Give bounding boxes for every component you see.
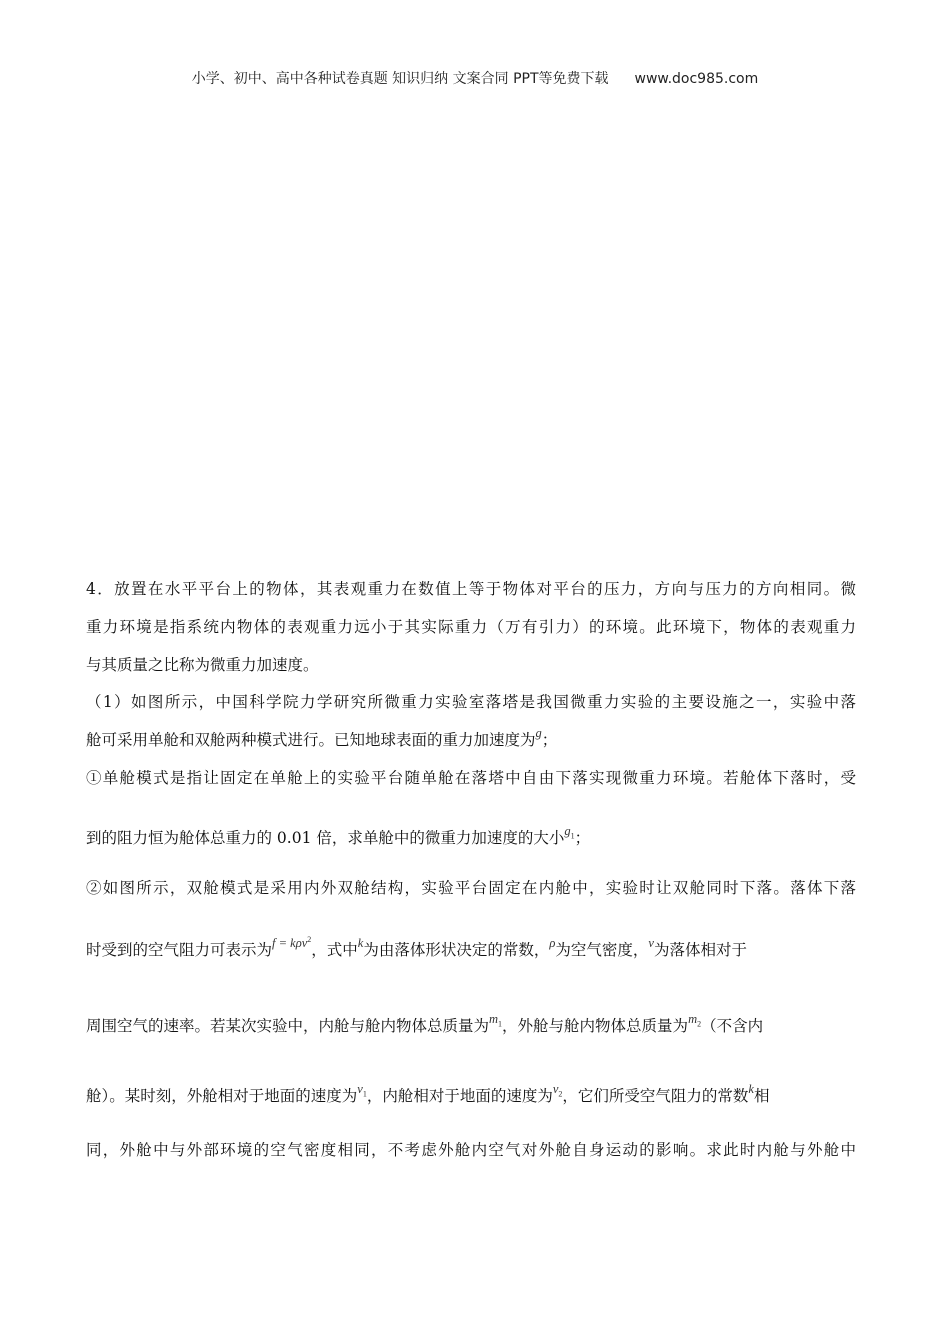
math-v1: $v_1$	[357, 1082, 367, 1099]
sub2-line-1: ②如图所示，双舱模式是采用内外双舱结构，实验平台固定在内舱中，实验时让双舱同时下落。落体下落	[86, 879, 856, 897]
math-g: g	[535, 726, 542, 740]
math-drag-formula: f = kρv$^2$	[272, 934, 312, 950]
problem-intro-line-1: 4．放置在水平平台上的物体，其表观重力在数值上等于物体对平台的压力，方向与压力的方向相同。微	[86, 580, 856, 598]
part1-line-2: 舱可采用单舱和双舱两种模式进行。已知地球表面的重力加速度为g；	[86, 726, 558, 749]
header-url[interactable]: www.doc985.com	[634, 71, 759, 87]
sub2-line-5: 同，外舱中与外部环境的空气密度相同，不考虑外舱内空气对外舱自身运动的影响。求此时内舱与外舱中	[86, 1141, 856, 1159]
math-m1: $m_1$	[489, 1012, 503, 1029]
part1-line-1: （1）如图所示，中国科学院力学研究所微重力实验室落塔是我国微重力实验的主要设施之一，实验中落	[86, 693, 856, 711]
math-v2: $v_2$	[552, 1082, 563, 1099]
sub2-line-3: 周围空气的速率。若某次实验中，内舱与舱内物体总质量为$m_1$，外舱与舱内物体总质量为$m_2$（不含内	[86, 1012, 764, 1035]
sub1-line-2: 到的阻力恒为舱体总重力的 0.01 倍，求单舱中的微重力加速度的大小$g_1$；	[86, 824, 591, 847]
math-k-2: k	[748, 1082, 754, 1096]
math-k: k	[357, 936, 364, 950]
page-header	[0, 68, 950, 88]
math-rho: ρ	[549, 936, 556, 950]
problem-intro-line-3: 与其质量之比称为微重力加速度。	[86, 656, 319, 674]
math-v: v	[648, 936, 654, 950]
sub1-line-1: ①单舱模式是指让固定在单舱上的实验平台随单舱在落塔中自由下落实现微重力环境。若舱体下落时，受	[86, 769, 856, 787]
problem-intro-line-2: 重力环境是指系统内物体的表观重力远小于其实际重力（万有引力）的环境。此环境下，物体的表观重力	[86, 618, 856, 636]
sub2-line-2: 时受到的空气阻力可表示为f = kρv$^2$，式中k为由落体形状决定的常数，ρ为空气密度，v为落体相对于	[86, 934, 747, 959]
sub2-line-4: 舱）。某时刻，外舱相对于地面的速度为$v_1$，内舱相对于地面的速度为$v_2$，它们所受空气阻力的常数k相	[86, 1082, 770, 1105]
math-g1: $g_1$	[564, 824, 575, 841]
header-text: 小学、初中、高中各种试卷真题 知识归纳 文案合同 PPT等免费下载	[191, 71, 609, 87]
math-m2: $m_2$	[688, 1012, 702, 1029]
